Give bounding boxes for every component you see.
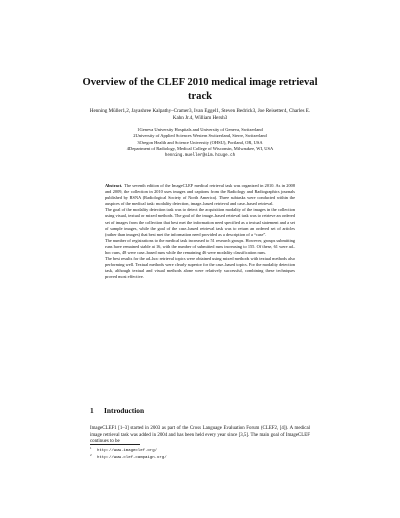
affiliations <box>78 127 322 159</box>
contact-email: henning.mueller@sim.hcuge.ch <box>164 153 236 158</box>
section-heading <box>90 406 310 415</box>
footnote-2: 2http://www.clef-campaign.org/ <box>90 452 167 461</box>
affiliation-4: 4Department of Radiology, Medical College of Wisconsin, Milwaukee, WI, USA <box>126 146 274 152</box>
section-number: 1 <box>90 406 94 415</box>
abstract-text-1: The seventh edition of the ImageCLEF medical retrieval task was organized in 2010. As in 2008 and 2009, the collection in 2010 uses images and captions from the Radiology and Radiographics journals published by RSNA (Radiological Society of North America). Three subtasks were conducted within the auspices of the medical task: modality detection, image–based retrieval and case–based retrieval. <box>105 183 295 207</box>
paper-title: Overview of the CLEF 2010 medical image retrieval track <box>82 77 318 102</box>
footnotes <box>90 447 310 461</box>
footnote-link[interactable]: http://www.clef-campaign.org/ <box>97 456 167 461</box>
abstract-label: Abstract. <box>105 183 123 188</box>
intro-paragraph: ImageCLEF1 [1–3] started in 2003 as part of the Cross Language Evaluation Forum (CLEF2, [4]). A medical image retrieval task was added in 2004 and has been held every year since [3,5]. The main goal of ImageCLEF continues to be <box>90 426 310 445</box>
footnote-divider <box>90 444 140 445</box>
footnote-link[interactable]: http://www.imageclef.org/ <box>97 449 158 453</box>
body-text <box>90 426 310 446</box>
footnote-1: 1http://www.imageclef.org/ <box>90 445 158 453</box>
abstract-paragraph <box>105 183 295 207</box>
abstract <box>105 183 295 281</box>
abstract-text-3: The number of registrations to the medical task increased to 51 research groups. However, groups submitting runs have remained stable at 16, with the number of submitted runs increasing to 155. Of these, 61 were ad–hoc runs, 48 were case–based runs while the remaining 46 were modality classification runs. <box>105 237 295 256</box>
author-list: Henning Müller1,2, Jayashree Kalpathy–Cramer3, Ivan Eggel1, Steven Bedrick3, Joe Reisetter4, Charles E. Kahn Jr.4, William Hersh3 <box>89 108 311 122</box>
section-title: Introduction <box>104 406 145 415</box>
affiliation-3: 3Oregon Health and Science University (OHSU), Portland, OR, USA <box>137 139 263 145</box>
affiliation-1: 1Geneva University Hospitals and University of Geneva, Switzerland <box>137 127 263 132</box>
abstract-text-4: The best results for the ad–hoc retrieval topics were obtained using mixed methods with textual methods also performing well. Textual methods were clearly superior for the case–based topics. For the modality detection task, although textual and visual methods alone were relatively successful, combining these techniques proved most effective. <box>105 256 295 280</box>
abstract-text-2: The goal of the modality detection task was to detect the acquisition modality of the images in the collection using visual, textual or mixed methods. The goal of the image–based retrieval task was to retrieve an ordered set of images from the collection that best met the information need specified as a textual statement and a set of sample images, while the goal of the case–based retrieval task was to return an ordered set of articles (rather than images) that best met the information need provided as a description of a “case”. <box>105 207 295 237</box>
affiliation-2: 2University of Applied Sciences Western Switzerland, Sierre, Switzerland <box>133 133 267 139</box>
